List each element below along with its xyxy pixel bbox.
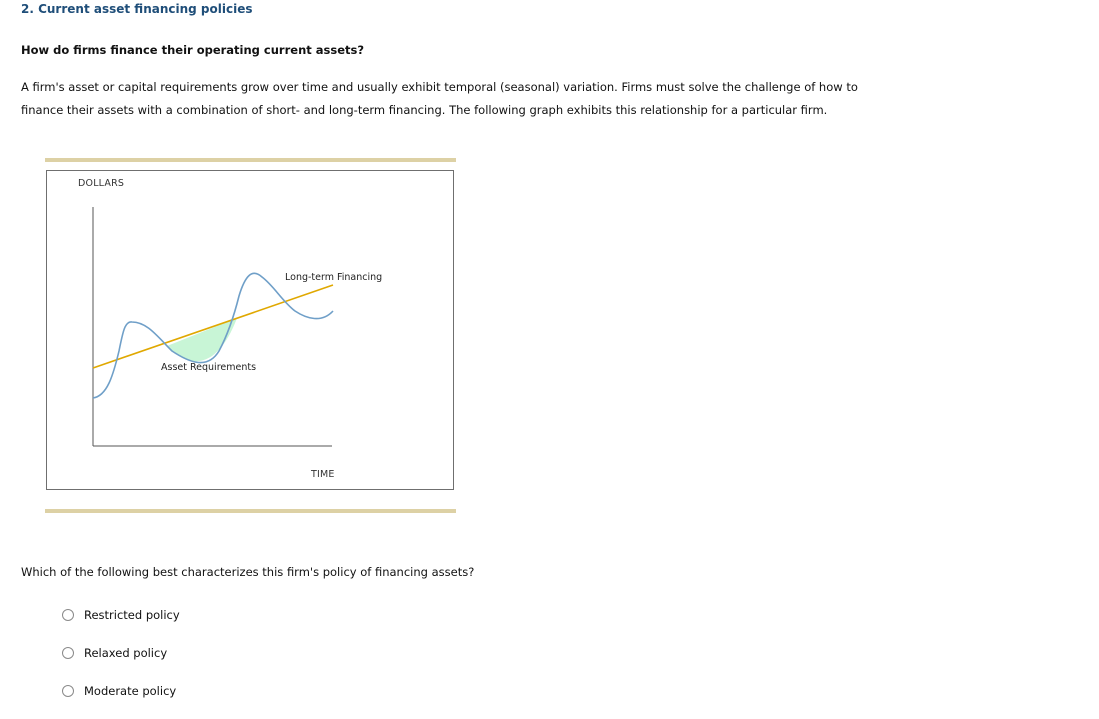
intro-line-2: finance their assets with a combination of short- and long-term financing. The following graph exhibits this relationship for a particular firm. (21, 103, 828, 117)
option-label: Moderate policy (84, 684, 177, 698)
x-axis-label: TIME (311, 469, 335, 480)
long-term-financing-line (93, 285, 333, 368)
option-moderate-policy[interactable] (62, 681, 180, 701)
financing-graph (46, 170, 454, 490)
graph-canvas (47, 171, 453, 489)
graph-bottom-rule (45, 509, 456, 513)
radio-relaxed-policy[interactable] (62, 647, 74, 659)
radio-moderate-policy[interactable] (62, 685, 74, 697)
asset-requirements-label: Asset Requirements (161, 362, 257, 373)
question-prompt: Which of the following best characterizes this firm's policy of financing assets? (21, 565, 475, 579)
intro-paragraph (21, 76, 1021, 122)
section-title: 2. Current asset financing policies (21, 2, 253, 16)
answer-options (62, 605, 180, 719)
graph-top-rule (45, 158, 456, 162)
option-label: Relaxed policy (84, 646, 168, 660)
y-axis-label: DOLLARS (78, 178, 125, 189)
long-term-financing-label: Long-term Financing (285, 272, 383, 283)
option-restricted-policy[interactable] (62, 605, 180, 625)
question-heading: How do firms finance their operating current assets? (21, 43, 365, 57)
radio-restricted-policy[interactable] (62, 609, 74, 621)
option-relaxed-policy[interactable] (62, 643, 180, 663)
option-label: Restricted policy (84, 608, 180, 622)
intro-line-1: A firm's asset or capital requirements grow over time and usually exhibit temporal (seasonal) variation. Firms must solve the challenge of how to (21, 80, 858, 94)
